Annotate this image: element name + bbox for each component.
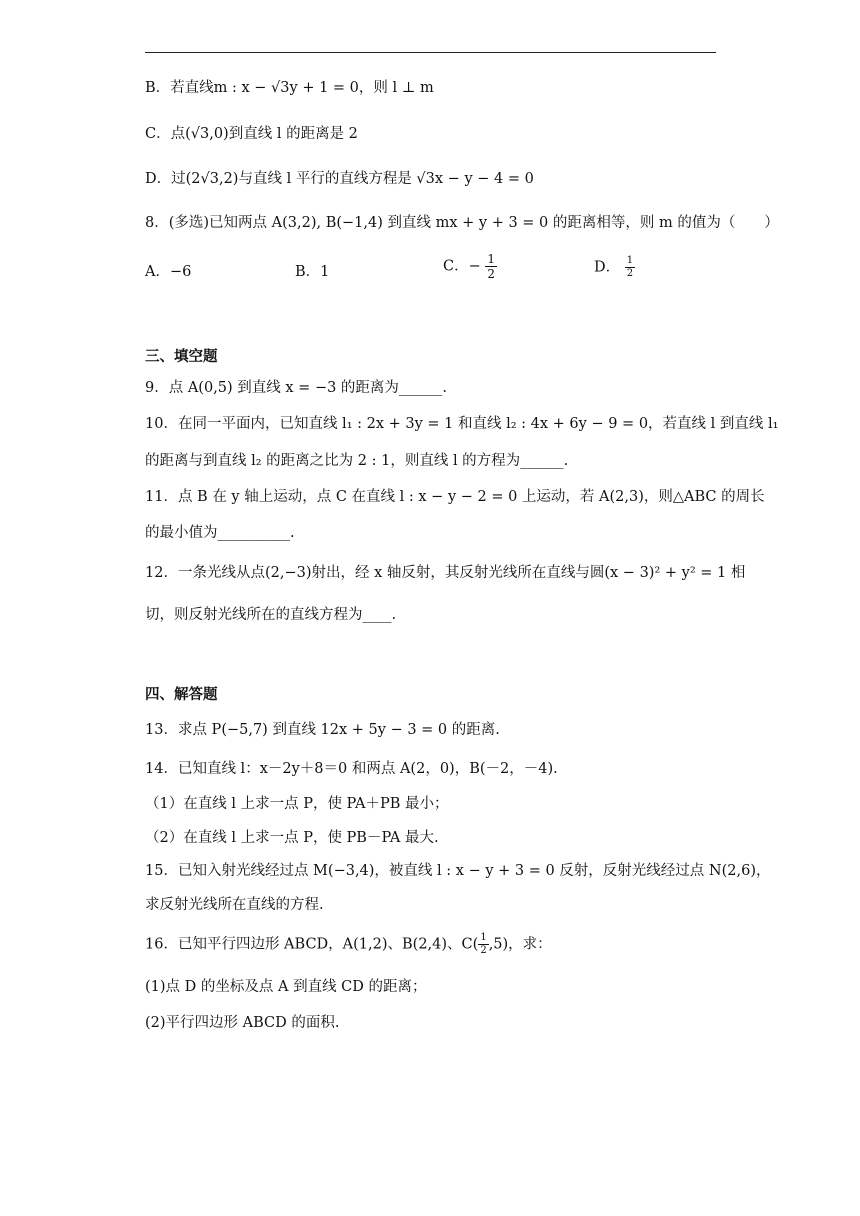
question-12-line-2: 切，则反射光线所在的直线方程为____. <box>145 607 397 623</box>
question-16-fraction <box>478 932 488 957</box>
q8-option-d <box>594 255 635 280</box>
header-rule <box>145 52 716 53</box>
q8-option-c-label: C．− <box>443 258 481 275</box>
question-10-line-2: 的距离与到直线 l₂ 的距离之比为 2 : 1，则直线 l 的方程为______. <box>145 453 569 469</box>
question-14: 14．已知直线 l：x－2y＋8＝0 和两点 A(2，0)，B(－2，－4). <box>145 761 558 777</box>
option-c-line: C．点(√3,0)到直线 l 的距离是 2 <box>145 126 358 142</box>
section-fill-blank: 三、填空题 <box>145 349 218 365</box>
question-16-text-a: 16．已知平行四边形 ABCD，A(1,2)、B(2,4)、C( <box>145 936 479 953</box>
question-15-line-1: 15．已知入射光线经过点 M(−3,4)，被直线 l : x − y + 3 = 0 反射，反射光线经过点 N(2,6)， <box>145 863 771 879</box>
q8-option-b: B．1 <box>295 264 330 280</box>
fraction-denominator: 2 <box>480 945 487 956</box>
q8-option-c-fraction <box>485 252 497 281</box>
question-16 <box>145 932 552 957</box>
question-15-line-2: 求反射光线所在直线的方程. <box>145 897 324 913</box>
section-answer: 四、解答题 <box>145 687 218 703</box>
question-11-line-2: 的最小值为__________. <box>145 525 295 541</box>
q8-option-d-label: D． <box>594 259 621 276</box>
question-9: 9．点 A(0,5) 到直线 x = −3 的距离为______. <box>145 380 448 396</box>
fraction-denominator: 2 <box>626 268 634 279</box>
option-b-line: B．若直线m : x − √3y + 1 = 0，则 l ⊥ m <box>145 80 434 96</box>
question-10-line-1: 10．在同一平面内，已知直线 l₁ : 2x + 3y = 1 和直线 l₂ : 4x + 6y − 9 = 0，若直线 l 到直线 l₁ <box>145 416 779 432</box>
question-12-line-1: 12．一条光线从点(2,−3)射出，经 x 轴反射，其反射光线所在直线与圆(x − 3)² + y² = 1 相 <box>145 565 746 581</box>
question-13: 13．求点 P(−5,7) 到直线 12x + 5y − 3 = 0 的距离. <box>145 722 500 738</box>
fraction-numerator: 1 <box>480 932 487 943</box>
question-14-part-2: （2）在直线 l 上求一点 P，使 PB－PA 最大. <box>145 830 439 846</box>
question-16-part-1: (1)点 D 的坐标及点 A 到直线 CD 的距离； <box>145 979 427 995</box>
q8-option-d-fraction <box>625 255 635 280</box>
q8-option-c <box>443 252 497 281</box>
question-8: 8．(多选)已知两点 A(3,2), B(−1,4) 到直线 mx + y + 3 = 0 的距离相等，则 m 的值为（ ） <box>145 215 779 231</box>
question-11-line-1: 11．点 B 在 y 轴上运动，点 C 在直线 l : x − y − 2 = 0 上运动，若 A(2,3)，则△ABC 的周长 <box>145 489 765 505</box>
fraction-numerator: 1 <box>626 255 634 266</box>
q8-option-a: A．−6 <box>145 264 192 280</box>
fraction-denominator: 2 <box>487 267 495 281</box>
question-14-part-1: （1）在直线 l 上求一点 P，使 PA＋PB 最小； <box>145 796 449 812</box>
option-d-line: D．过(2√3,2)与直线 l 平行的直线方程是 √3x − y − 4 = 0 <box>145 171 534 187</box>
fraction-numerator: 1 <box>487 252 495 266</box>
question-16-text-b: ,5)，求： <box>488 936 552 953</box>
question-16-part-2: (2)平行四边形 ABCD 的面积. <box>145 1015 340 1031</box>
